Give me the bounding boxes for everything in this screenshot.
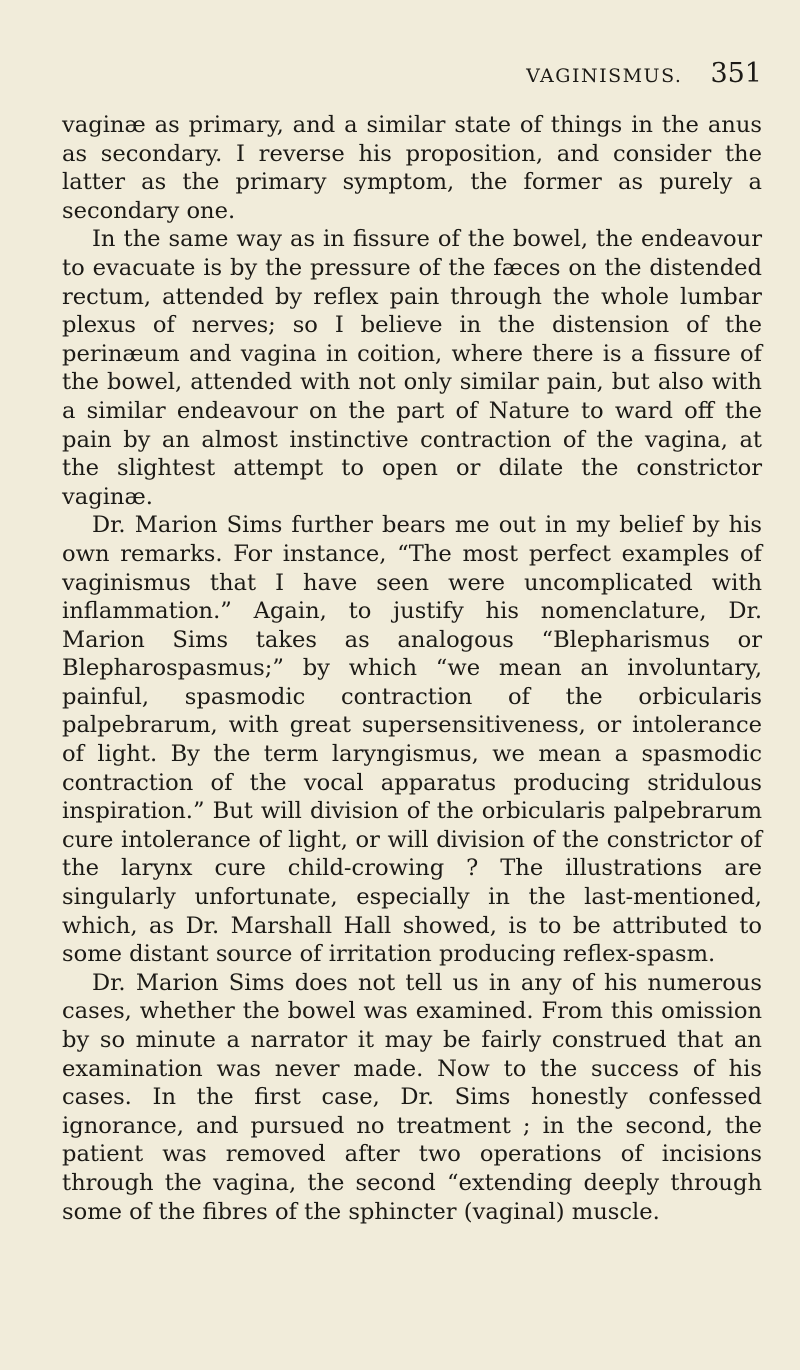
paragraph-sims-remarks: Dr. Marion Sims further bears me out in my belief by his own remarks. For instance, “The most perfect examples of vaginismus that I have seen were uncomplicated with inflammation.” Again, to justify his nomenclature, Dr. Marion Sims takes as analogous “Blepharismus or Blepharospasmus;” by which “we mean an involuntary, painful, spasmodic contraction of the orbicularis palpebrarum, with great supersensitiveness, or intolerance of light. By the term laryngismus, we mean a spasmodic contraction of the vocal apparatus producing stridulous inspiration.” But will division of the orbicularis palpebrarum cure intolerance of light, or will division of the constrictor of the larynx cure child-crowing ? The illustrations are singularly unfortunate, especially in the last-mentioned, which, as Dr. Marshall Hall showed, is to be attributed to some distant source of irritation producing reflex-spasm.	[62, 512, 762, 968]
running-head	[62, 58, 762, 98]
paragraph-sims-cases: Dr. Marion Sims does not tell us in any of his numerous cases, whether the bowel was examined. From this omission by so minute a narrator it may be fairly construed that an examination was never made. Now to the success of his cases. In the first case, Dr. Sims honestly confessed ignorance, and pursued no treatment ; in the second, the patient was removed after two operations of incisions through the vagina, the second “extending deeply through some of the fibres of the sphincter (vaginal) muscle.	[62, 969, 762, 1225]
paragraph-continuation: vaginæ as primary, and a similar state of things in the anus as secondary. I reverse his proposition, and consider the latter as the primary symptom, the former as purely a secondary one.	[62, 112, 762, 224]
paragraph-fissure-analogy: In the same way as in fissure of the bowel, the endeavour to evacuate is by the pressure of the fæces on the distended rectum, attended by reflex pain through the whole lumbar plexus of nerves; so I believe in the distension of the perinæum and vagina in coition, where there is a fissure of the bowel, attended with not only similar pain, but also with a similar endeavour on the part of Nature to ward off the pain by an almost instinctive contraction of the vagina, at the slightest attempt to open or dilate the constrictor vaginæ.	[62, 226, 762, 510]
body-text	[62, 111, 762, 1226]
running-title: VAGINISMUS.	[526, 65, 683, 87]
page-number: 351	[710, 58, 762, 89]
